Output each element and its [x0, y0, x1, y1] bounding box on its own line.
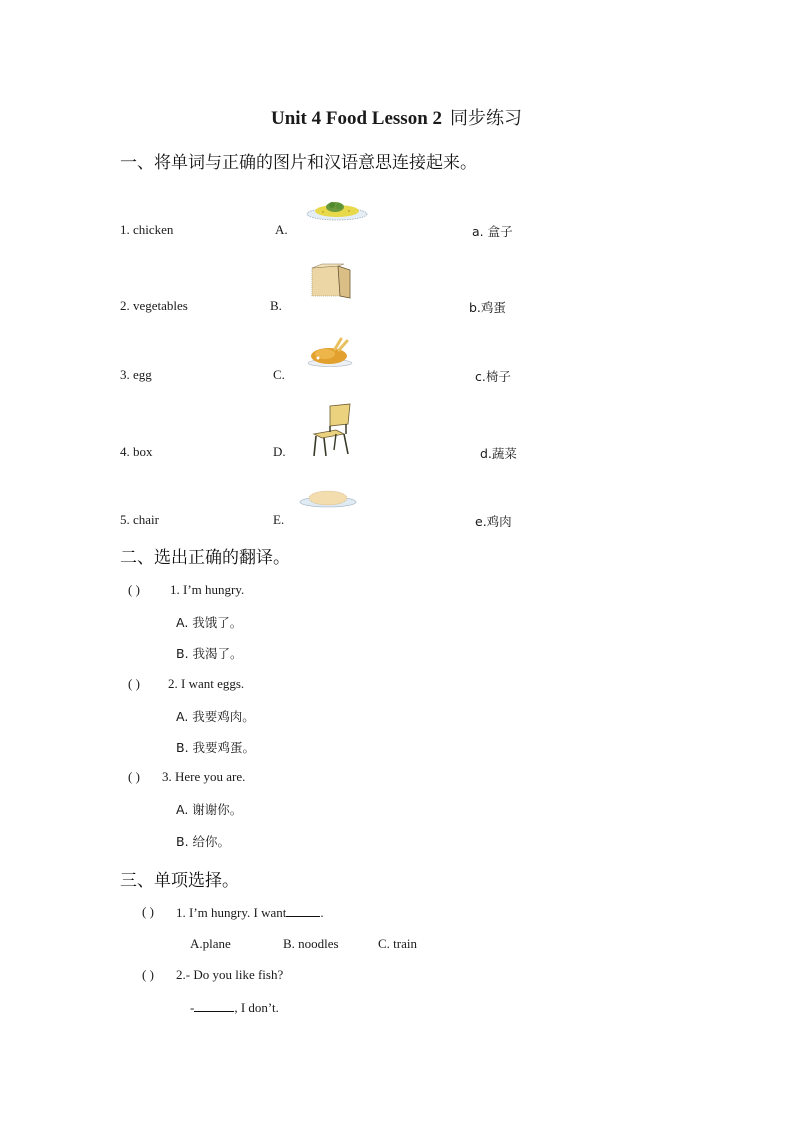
picture-label: A.	[275, 222, 288, 237]
answer-bracket[interactable]: ( )	[142, 967, 154, 982]
option-a: A. 我饿了。	[176, 615, 243, 630]
fill-blank[interactable]	[194, 999, 234, 1012]
question-text	[176, 904, 324, 921]
answer-bracket[interactable]: ( )	[128, 582, 140, 597]
picture-label: D.	[273, 444, 286, 459]
question-text: 2. I want eggs.	[168, 676, 245, 691]
box-image	[308, 262, 354, 300]
fill-blank[interactable]	[286, 904, 320, 917]
meaning-item: b.鸡蛋	[469, 300, 506, 315]
picture-label: C.	[273, 367, 285, 382]
option-b: B. 我要鸡蛋。	[176, 740, 256, 755]
question-text: 2.- Do you like fish?	[176, 967, 284, 982]
answer-bracket[interactable]: ( )	[128, 769, 140, 784]
meaning-item: a. 盒子	[472, 224, 513, 239]
answer-bracket[interactable]: ( )	[128, 676, 140, 691]
question-text-after: .	[320, 905, 324, 920]
option-a: A.plane	[190, 936, 231, 951]
section1-heading: 一、将单词与正确的图片和汉语意思连接起来。	[120, 153, 477, 173]
option-a: A. 我要鸡肉。	[176, 709, 255, 724]
title-english: Unit 4 Food Lesson 2	[270, 108, 443, 129]
section2-heading: 二、选出正确的翻译。	[120, 548, 290, 568]
answer-line	[190, 999, 279, 1016]
option-b: B. noodles	[283, 936, 339, 951]
answer-bracket[interactable]: ( )	[142, 904, 154, 919]
option-b: B. 我渴了。	[176, 646, 243, 661]
chair-image	[310, 402, 356, 458]
meaning-item: d.蔬菜	[480, 446, 517, 461]
question-text: 3. Here you are.	[162, 769, 246, 784]
title-chinese: 同步练习	[450, 108, 523, 129]
picture-label: E.	[273, 512, 285, 527]
vegetables-plate-image	[305, 196, 369, 224]
answer-prefix: -	[190, 1000, 195, 1015]
option-b: B. 给你。	[176, 834, 231, 849]
section3-heading: 三、单项选择。	[120, 871, 239, 891]
word-item: 1. chicken	[120, 222, 174, 237]
question-text-before: 1. I’m hungry. I want	[176, 905, 287, 920]
roast-chicken-image	[305, 336, 355, 368]
question-text: 1. I’m hungry.	[170, 582, 245, 597]
picture-label: B.	[270, 298, 282, 313]
option-c: C. train	[378, 936, 417, 951]
meaning-item: e.鸡肉	[475, 514, 512, 529]
word-item: 5. chair	[120, 512, 159, 527]
word-item: 3. egg	[120, 367, 152, 382]
word-item: 2. vegetables	[120, 298, 188, 313]
answer-suffix: , I don’t.	[234, 1000, 279, 1015]
word-item: 4. box	[120, 444, 153, 459]
option-a: A. 谢谢你。	[176, 802, 243, 817]
egg-plate-image	[298, 486, 358, 510]
page-title	[0, 104, 793, 130]
meaning-item: c.椅子	[475, 369, 511, 384]
